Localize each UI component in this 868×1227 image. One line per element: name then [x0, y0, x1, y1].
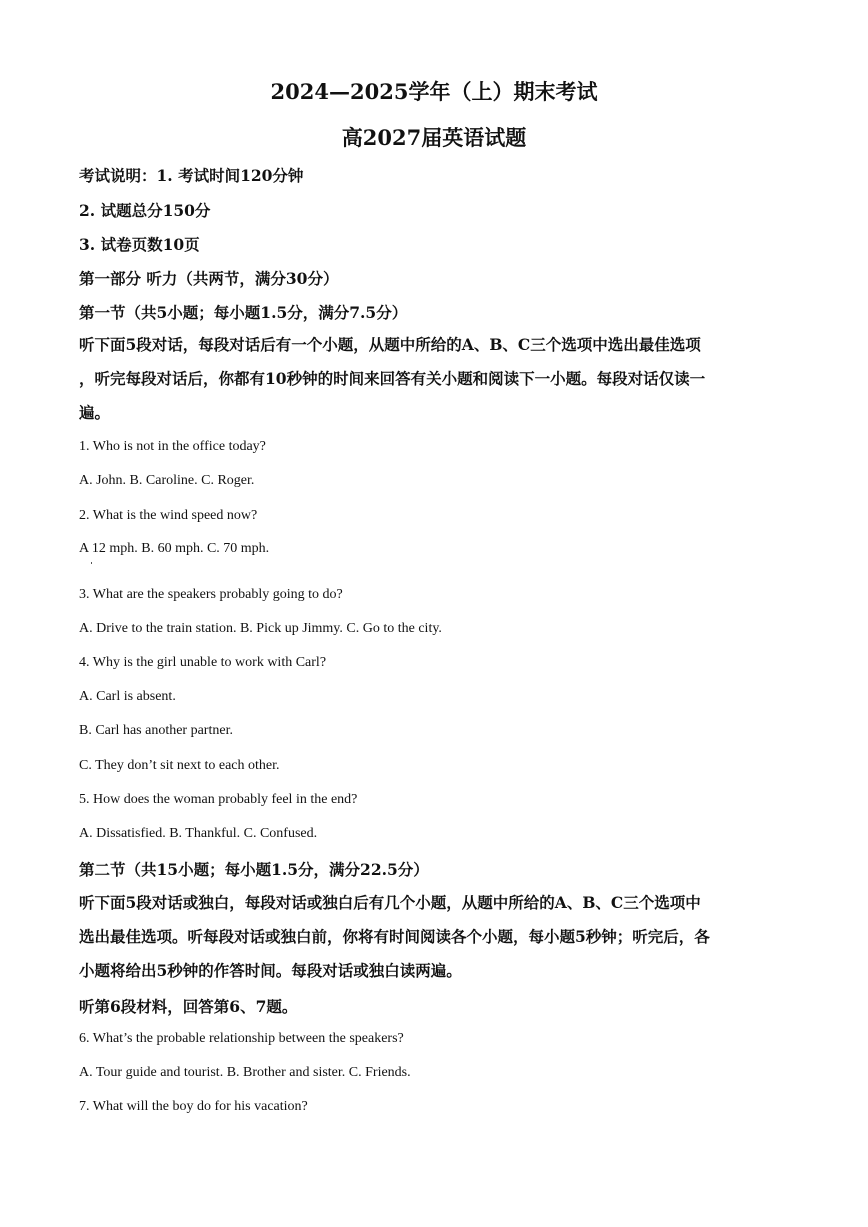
instruction-score: 2. 试题总分150分 [79, 201, 211, 220]
directions-line: ，听完每段对话后，你都有10秒钟的时间来回答有关小题和阅读下一小题。每段对话仅读一 [79, 369, 706, 388]
question-6: 6. What’s the probable relationship between the speakers? [79, 1031, 404, 1046]
section1-heading: 第一节（共5小题；每小题1.5分，满分7.5分） [79, 303, 408, 322]
question-3-options: A. Drive to the train station. B. Pick up Jimmy. C. Go to the city. [79, 621, 442, 636]
material-6-heading: 听第6段材料，回答第6、7题。 [79, 997, 298, 1016]
directions-line: 听下面5段对话或独白，每段对话或独白后有几个小题，从题中所给的A、B、C三个选项中 [79, 893, 701, 912]
section1-directions [79, 328, 789, 430]
part1-heading: 第一部分 听力（共两节，满分30分） [79, 269, 339, 288]
question-5: 5. How does the woman probably feel in the end? [79, 792, 358, 807]
question-7: 7. What will the boy do for his vacation? [79, 1099, 308, 1114]
scan-speck [91, 562, 92, 564]
question-5-options: A. Dissatisfied. B. Thankful. C. Confused. [79, 826, 318, 841]
exam-title: 2024—2025学年（上）期末考试 [270, 79, 598, 104]
question-2: 2. What is the wind speed now? [79, 508, 258, 523]
directions-line: 小题将给出5秒钟的作答时间。每段对话或独白读两遍。 [79, 961, 462, 980]
question-4-option-a: A. Carl is absent. [79, 689, 176, 704]
directions-line: 选出最佳选项。听每段对话或独白前，你将有时间阅读各个小题，每小题5秒钟；听完后，各 [79, 927, 710, 946]
question-1-options: A. John. B. Caroline. C. Roger. [79, 473, 255, 488]
instruction-pages: 3. 试卷页数10页 [79, 235, 200, 254]
section2-heading: 第二节（共15小题；每小题1.5分，满分22.5分） [79, 860, 429, 879]
directions-line: 听下面5段对话，每段对话后有一个小题，从题中所给的A、B、C三个选项中选出最佳选项 [79, 335, 701, 354]
question-4-option-b: B. Carl has another partner. [79, 723, 233, 738]
question-4-option-c: C. They don’t sit next to each other. [79, 758, 280, 773]
question-6-options: A. Tour guide and tourist. B. Brother and sister. C. Friends. [79, 1065, 411, 1080]
question-4: 4. Why is the girl unable to work with Carl? [79, 655, 327, 670]
question-1: 1. Who is not in the office today? [79, 439, 266, 454]
instruction-time: 考试说明：1. 考试时间120分钟 [79, 166, 304, 185]
directions-line: 遍。 [79, 403, 111, 422]
exam-subtitle: 高2027届英语试题 [341, 125, 527, 150]
section2-directions [79, 886, 789, 988]
question-2-options: A 12 mph. B. 60 mph. C. 70 mph. [79, 541, 270, 556]
question-3: 3. What are the speakers probably going to do? [79, 587, 343, 602]
